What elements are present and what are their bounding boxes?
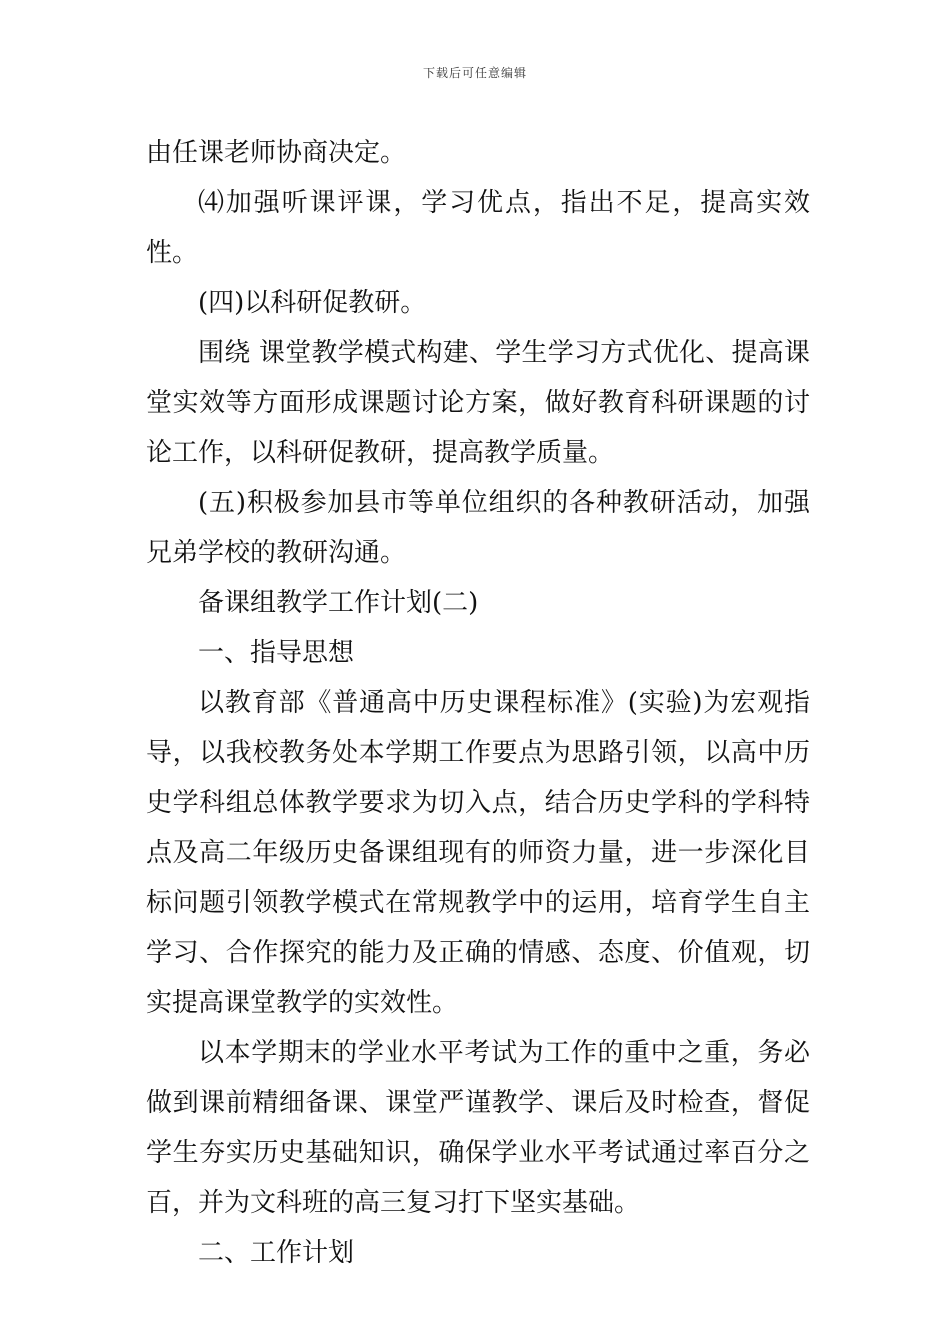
paragraph-continuation: 由任课老师协商决定。 xyxy=(146,138,407,168)
paragraph-item-4: ⑷加强听课评课，学习优点，指出不足，提高实效性。 xyxy=(146,188,810,268)
paragraph-exam-focus: 以本学期末的学业水平考试为工作的重中之重，务必做到课前精细备课、课堂严谨教学、课后及时检查，督促学生夯实历史基础知识，确保学业水平考试通过率百分之百，并为文科班的高三复习打下坚实基础。 xyxy=(146,1038,810,1218)
page-header: 下载后可任意编辑 xyxy=(422,66,527,80)
section-heading-5: (五)积极参加县市等单位组织的各种教研活动，加强兄弟学校的教研沟通。 xyxy=(146,488,810,568)
section-heading-work-plan: 二、工作计划 xyxy=(198,1238,355,1268)
document-subtitle: 备课组教学工作计划(二) xyxy=(198,588,479,618)
paragraph-guiding-ideas: 以教育部《普通高中历史课程标准》(实验)为宏观指导，以我校教务处本学期工作要点为思路引领，以高中历史学科组总体教学要求为切入点，结合历史学科的学科特点及高二年级历史备课组现有的师资力量，进一步深化目标问题引领教学模式在常规教学中的运用，培育学生自主学习、合作探究的能力及正确的情感、态度、价值观，切实提高课堂教学的实效性。 xyxy=(146,688,810,1018)
section-heading-guiding-ideas: 一、指导思想 xyxy=(198,638,355,668)
document-body xyxy=(146,128,810,1278)
paragraph-research: 围绕 课堂教学模式构建、学生学习方式优化、提高课堂实效等方面形成课题讨论方案，做好教育科研课题的讨论工作，以科研促教研，提高教学质量。 xyxy=(146,338,810,468)
section-heading-4: (四)以科研促教研。 xyxy=(198,288,427,318)
